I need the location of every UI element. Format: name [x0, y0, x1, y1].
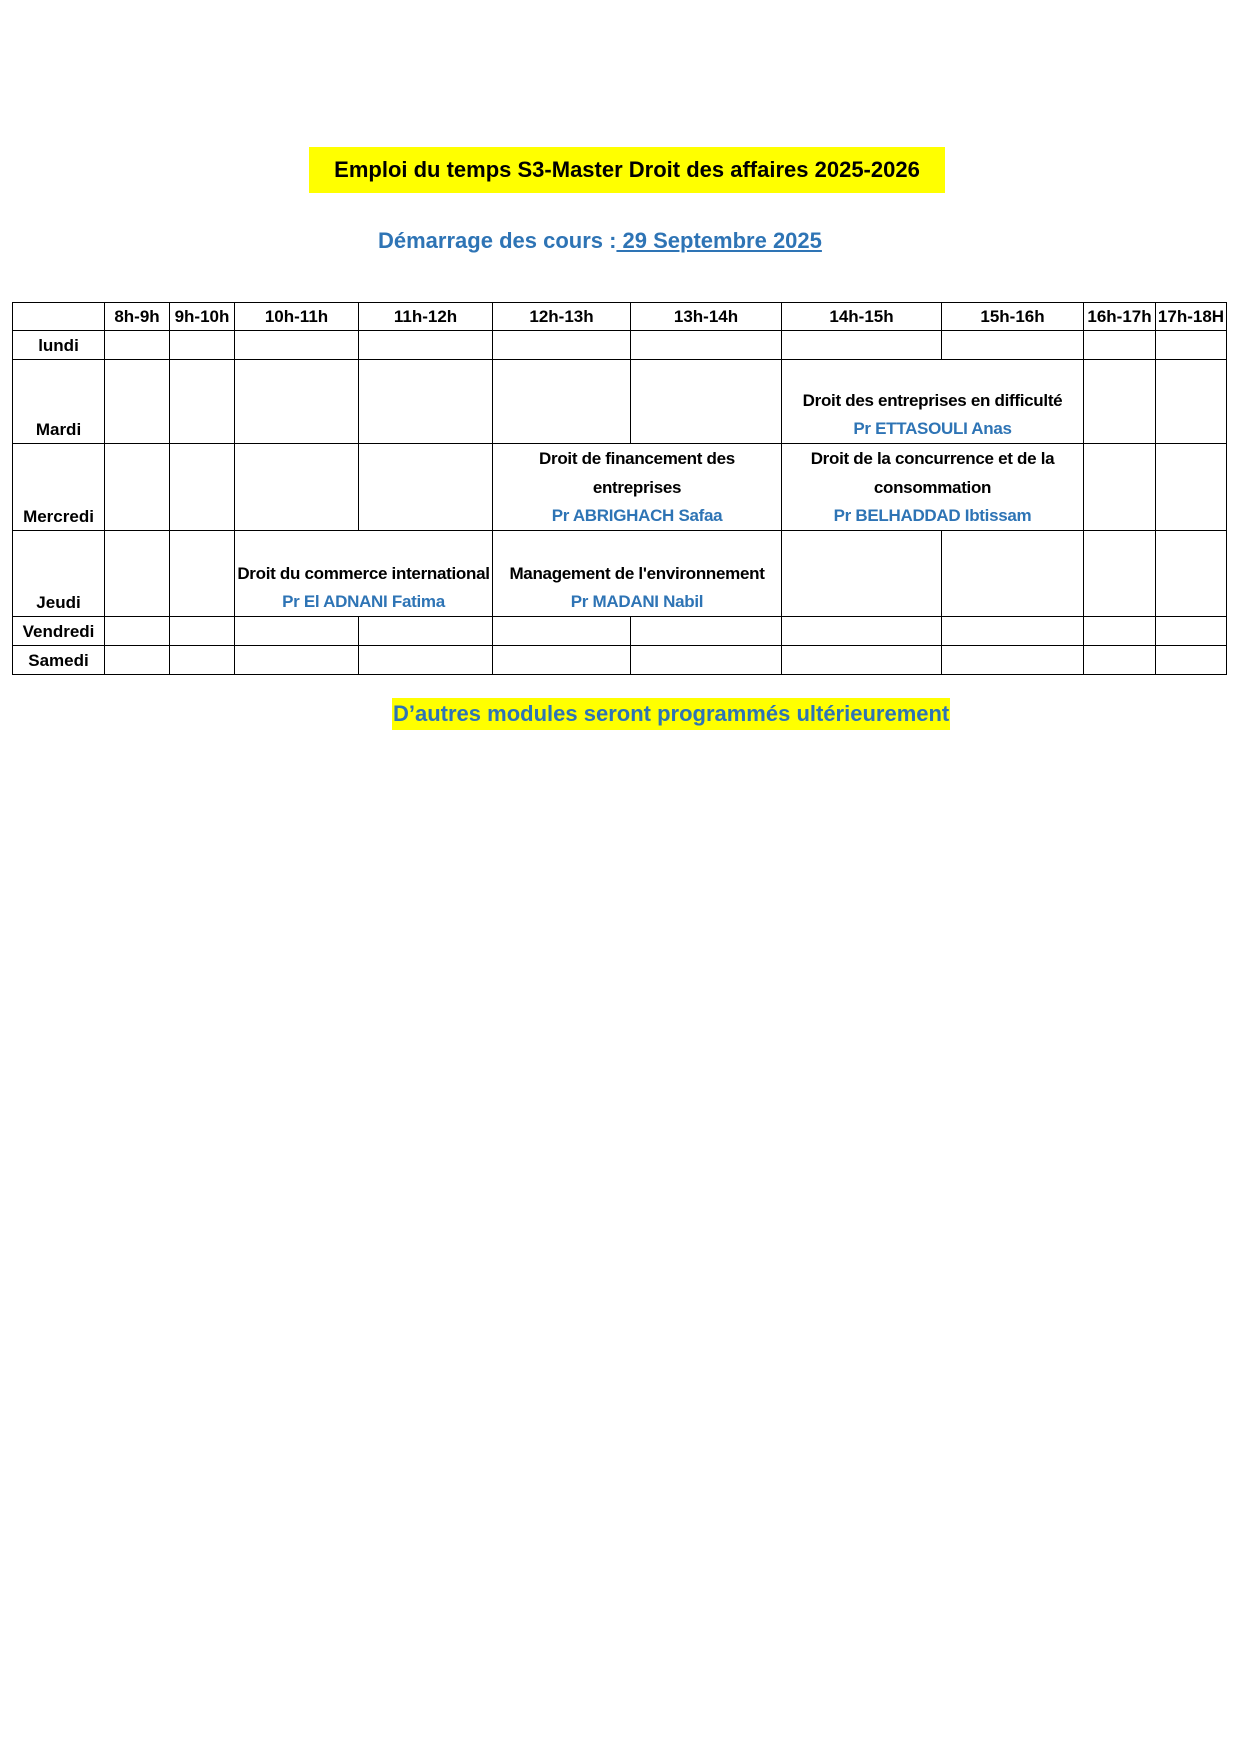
day-label: Mardi [13, 360, 105, 444]
empty-cell [1156, 444, 1227, 531]
professor-name: Pr ETTASOULI Anas [853, 419, 1012, 438]
empty-cell [105, 617, 170, 646]
professor-name: Pr ABRIGHACH Safaa [551, 506, 723, 525]
slot-header: 16h-17h [1084, 303, 1156, 331]
empty-cell [105, 360, 170, 444]
empty-cell [782, 646, 942, 675]
empty-cell [493, 617, 631, 646]
timetable [12, 302, 1227, 675]
empty-cell [942, 531, 1084, 617]
empty-cell [1156, 331, 1227, 360]
corner-cell [13, 303, 105, 331]
empty-cell [170, 617, 235, 646]
course-title: Management de l'environnement [509, 564, 765, 583]
empty-cell [1156, 646, 1227, 675]
page-title [309, 147, 945, 193]
empty-cell [942, 646, 1084, 675]
course-title: Droit du commerce international [237, 564, 490, 583]
empty-cell [942, 331, 1084, 360]
empty-cell [782, 331, 942, 360]
day-row-mercredi [13, 444, 1227, 531]
header-row [13, 303, 1227, 331]
slot-header: 14h-15h [782, 303, 942, 331]
empty-cell [942, 617, 1084, 646]
empty-cell [493, 646, 631, 675]
slot-header: 9h-10h [170, 303, 235, 331]
empty-cell [359, 646, 493, 675]
empty-cell [493, 331, 631, 360]
day-label: Samedi [13, 646, 105, 675]
course-cell [493, 531, 782, 617]
empty-cell [631, 617, 782, 646]
day-label: Vendredi [13, 617, 105, 646]
course-title-line1: Droit de la concurrence et de la [810, 449, 1055, 468]
professor-name: Pr BELHADDAD Ibtissam [833, 506, 1032, 525]
day-row-samedi [13, 646, 1227, 675]
empty-cell [1084, 531, 1156, 617]
start-date-line [378, 226, 822, 256]
empty-cell [631, 331, 782, 360]
empty-cell [235, 617, 359, 646]
empty-cell [1084, 646, 1156, 675]
day-label: lundi [13, 331, 105, 360]
title-text: Emploi du temps S3-Master Droit des affaires 2025-2026 [334, 157, 920, 182]
course-cell [235, 531, 493, 617]
empty-cell [105, 444, 170, 531]
empty-cell [235, 360, 359, 444]
empty-cell [1084, 444, 1156, 531]
day-label: Jeudi [13, 531, 105, 617]
empty-cell [493, 360, 631, 444]
slot-header: 13h-14h [631, 303, 782, 331]
day-row-vendredi [13, 617, 1227, 646]
empty-cell [170, 360, 235, 444]
empty-cell [1084, 360, 1156, 444]
empty-cell [1084, 331, 1156, 360]
course-cell [493, 444, 782, 531]
empty-cell [1084, 617, 1156, 646]
course-cell [782, 360, 1084, 444]
day-row-jeudi [13, 531, 1227, 617]
slot-header: 8h-9h [105, 303, 170, 331]
slot-header: 17h-18H [1156, 303, 1227, 331]
empty-cell [105, 531, 170, 617]
slot-header: 10h-11h [235, 303, 359, 331]
slot-header: 15h-16h [942, 303, 1084, 331]
empty-cell [782, 531, 942, 617]
course-title-line2: entreprises [592, 478, 682, 497]
start-label: Démarrage des cours : [378, 228, 617, 253]
empty-cell [235, 646, 359, 675]
professor-name: Pr MADANI Nabil [570, 592, 704, 611]
course-title-line1: Droit de financement des [539, 449, 735, 468]
empty-cell [782, 617, 942, 646]
empty-cell [170, 646, 235, 675]
day-row-mardi [13, 360, 1227, 444]
course-title: Droit des entreprises en difficulté [802, 391, 1063, 410]
empty-cell [235, 444, 359, 531]
empty-cell [170, 531, 235, 617]
empty-cell [170, 444, 235, 531]
day-row-lundi [13, 331, 1227, 360]
empty-cell [235, 331, 359, 360]
empty-cell [359, 331, 493, 360]
empty-cell [170, 331, 235, 360]
slot-header: 11h-12h [359, 303, 493, 331]
empty-cell [359, 617, 493, 646]
course-title-line2: consommation [873, 478, 992, 497]
course-cell [782, 444, 1084, 531]
start-date: 29 Septembre 2025 [616, 228, 822, 253]
empty-cell [631, 646, 782, 675]
day-label: Mercredi [13, 444, 105, 531]
empty-cell [1156, 617, 1227, 646]
empty-cell [359, 360, 493, 444]
empty-cell [359, 444, 493, 531]
empty-cell [1156, 531, 1227, 617]
empty-cell [105, 331, 170, 360]
empty-cell [1156, 360, 1227, 444]
empty-cell [105, 646, 170, 675]
footer-note: D’autres modules seront programmés ultérieurement [392, 698, 950, 730]
professor-name: Pr El ADNANI Fatima [282, 592, 445, 611]
slot-header: 12h-13h [493, 303, 631, 331]
empty-cell [631, 360, 782, 444]
